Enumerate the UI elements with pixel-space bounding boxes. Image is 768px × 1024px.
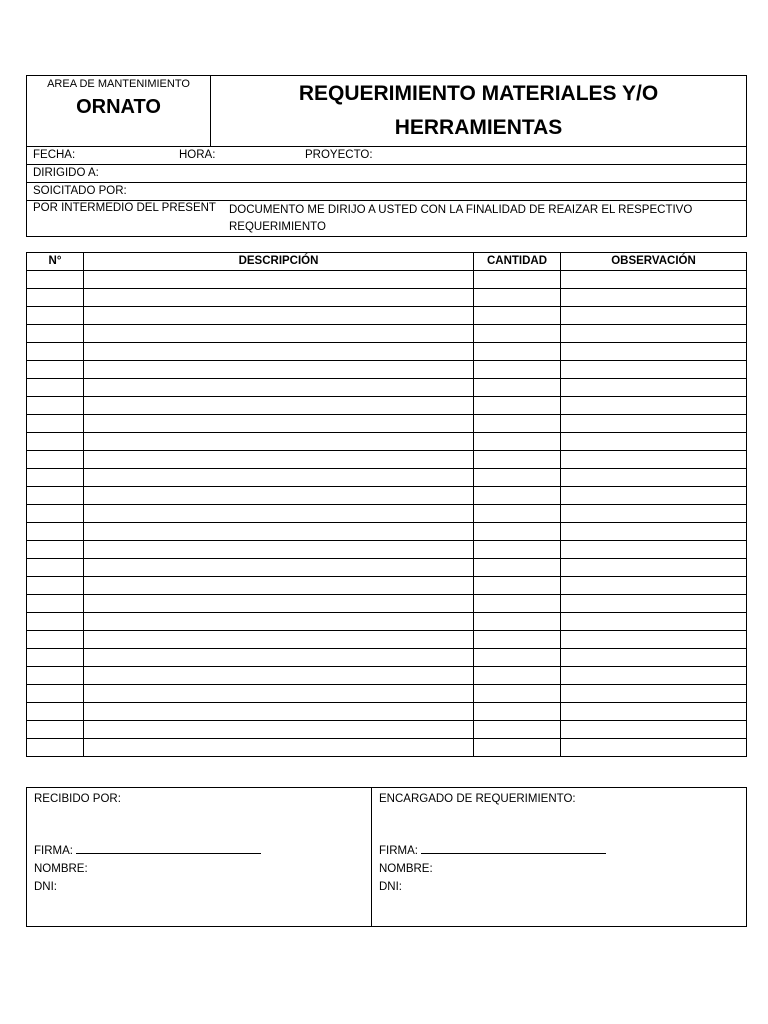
- dirigido-row[interactable]: [27, 165, 747, 183]
- description-cell[interactable]: [84, 415, 474, 433]
- observation-cell[interactable]: [561, 685, 747, 703]
- description-cell[interactable]: [84, 685, 474, 703]
- quantity-cell[interactable]: [474, 577, 561, 595]
- signature-block: [26, 787, 747, 927]
- nombre-label-right: NOMBRE:: [379, 863, 433, 875]
- intro-text-part1: POR INTERMEDIO DEL PRESENT: [33, 202, 216, 214]
- table-row: [27, 739, 747, 757]
- items-body: [27, 271, 747, 757]
- table-row: [27, 667, 747, 685]
- description-cell[interactable]: [84, 361, 474, 379]
- number-cell[interactable]: [27, 307, 84, 325]
- fecha-label: FECHA:: [33, 149, 76, 161]
- quantity-cell[interactable]: [474, 613, 561, 631]
- form-title-line2: HERRAMIENTAS: [394, 116, 563, 139]
- quantity-cell[interactable]: [474, 523, 561, 541]
- table-row: [27, 307, 747, 325]
- observation-cell[interactable]: [561, 649, 747, 667]
- observation-cell[interactable]: [561, 397, 747, 415]
- observation-cell[interactable]: [561, 559, 747, 577]
- observation-cell[interactable]: [561, 577, 747, 595]
- number-cell[interactable]: [27, 451, 84, 469]
- area-name: ORNATO: [76, 96, 161, 118]
- description-cell[interactable]: [84, 289, 474, 307]
- received-by-label: RECIBIDO POR:: [34, 793, 121, 805]
- dni-label-right: DNI:: [379, 881, 402, 893]
- table-row: [27, 703, 747, 721]
- observation-cell[interactable]: [561, 325, 747, 343]
- number-cell[interactable]: [27, 559, 84, 577]
- table-row: [27, 343, 747, 361]
- description-cell[interactable]: [84, 397, 474, 415]
- description-cell[interactable]: [84, 541, 474, 559]
- table-row: [27, 505, 747, 523]
- number-cell[interactable]: [27, 397, 84, 415]
- form-title-line1: REQUERIMIENTO MATERIALES Y/O: [298, 82, 659, 105]
- table-row: [27, 469, 747, 487]
- observation-cell[interactable]: [561, 379, 747, 397]
- form-header: [26, 75, 747, 237]
- table-row: [27, 487, 747, 505]
- description-cell[interactable]: [84, 559, 474, 577]
- dirigido-label: DIRIGIDO A:: [33, 167, 99, 179]
- number-cell[interactable]: [27, 271, 84, 289]
- quantity-cell[interactable]: [474, 595, 561, 613]
- number-cell[interactable]: [27, 433, 84, 451]
- firma-label-right: FIRMA:: [379, 845, 418, 857]
- quantity-cell[interactable]: [474, 361, 561, 379]
- intro-row: [27, 201, 747, 237]
- observation-cell[interactable]: [561, 667, 747, 685]
- observation-cell[interactable]: [561, 415, 747, 433]
- number-cell[interactable]: [27, 361, 84, 379]
- observation-cell[interactable]: [561, 739, 747, 757]
- observation-cell[interactable]: [561, 703, 747, 721]
- area-cell: [27, 76, 211, 147]
- quantity-cell[interactable]: [474, 631, 561, 649]
- number-cell[interactable]: [27, 505, 84, 523]
- quantity-cell[interactable]: [474, 685, 561, 703]
- number-cell[interactable]: [27, 577, 84, 595]
- description-cell[interactable]: [84, 307, 474, 325]
- title-cell: [211, 76, 747, 147]
- number-cell[interactable]: [27, 685, 84, 703]
- description-cell[interactable]: [84, 451, 474, 469]
- number-cell[interactable]: [27, 613, 84, 631]
- col-header-description: DESCRIPCIÓN: [84, 253, 474, 271]
- number-cell[interactable]: [27, 343, 84, 361]
- table-row: [27, 379, 747, 397]
- table-row: [27, 721, 747, 739]
- quantity-cell[interactable]: [474, 721, 561, 739]
- number-cell[interactable]: [27, 415, 84, 433]
- col-header-quantity: CANTIDAD: [474, 253, 561, 271]
- quantity-cell[interactable]: [474, 649, 561, 667]
- description-cell[interactable]: [84, 703, 474, 721]
- received-by-cell[interactable]: [27, 788, 372, 927]
- number-cell[interactable]: [27, 721, 84, 739]
- proyecto-label: PROYECTO:: [305, 149, 373, 161]
- observation-cell[interactable]: [561, 271, 747, 289]
- quantity-cell[interactable]: [474, 415, 561, 433]
- dni-label-left: DNI:: [34, 881, 57, 893]
- table-row: [27, 631, 747, 649]
- description-cell[interactable]: [84, 469, 474, 487]
- number-cell[interactable]: [27, 523, 84, 541]
- number-cell[interactable]: [27, 379, 84, 397]
- observation-cell[interactable]: [561, 721, 747, 739]
- description-cell[interactable]: [84, 379, 474, 397]
- table-row: [27, 559, 747, 577]
- description-cell[interactable]: [84, 595, 474, 613]
- intro-text-part2: DOCUMENTO ME DIRIJO A USTED CON LA FINALIDAD DE REAIZAR EL RESPECTIVO REQUERIMIENTO: [229, 204, 693, 233]
- description-cell[interactable]: [84, 631, 474, 649]
- table-row: [27, 361, 747, 379]
- number-cell[interactable]: [27, 595, 84, 613]
- quantity-cell[interactable]: [474, 703, 561, 721]
- nombre-label-left: NOMBRE:: [34, 863, 88, 875]
- observation-cell[interactable]: [561, 523, 747, 541]
- quantity-cell[interactable]: [474, 469, 561, 487]
- quantity-cell[interactable]: [474, 433, 561, 451]
- hora-label: HORA:: [179, 149, 216, 161]
- observation-cell[interactable]: [561, 361, 747, 379]
- firma-line-left[interactable]: [76, 841, 261, 854]
- number-cell[interactable]: [27, 325, 84, 343]
- observation-cell[interactable]: [561, 613, 747, 631]
- table-row: [27, 577, 747, 595]
- quantity-cell[interactable]: [474, 505, 561, 523]
- table-row: [27, 451, 747, 469]
- table-row: [27, 433, 747, 451]
- description-cell[interactable]: [84, 433, 474, 451]
- number-cell[interactable]: [27, 289, 84, 307]
- quantity-cell[interactable]: [474, 397, 561, 415]
- observation-cell[interactable]: [561, 433, 747, 451]
- solicitado-label: SOICITADO POR:: [33, 185, 127, 197]
- quantity-cell[interactable]: [474, 487, 561, 505]
- quantity-cell[interactable]: [474, 307, 561, 325]
- quantity-cell[interactable]: [474, 559, 561, 577]
- description-cell[interactable]: [84, 343, 474, 361]
- table-row: [27, 397, 747, 415]
- observation-cell[interactable]: [561, 487, 747, 505]
- description-cell[interactable]: [84, 739, 474, 757]
- area-label: AREA DE MANTENIMIENTO: [47, 78, 190, 90]
- number-cell[interactable]: [27, 703, 84, 721]
- quantity-cell[interactable]: [474, 271, 561, 289]
- table-row: [27, 415, 747, 433]
- description-cell[interactable]: [84, 505, 474, 523]
- table-row: [27, 271, 747, 289]
- number-cell[interactable]: [27, 487, 84, 505]
- items-header-row: [27, 253, 747, 271]
- firma-label-left: FIRMA:: [34, 845, 73, 857]
- number-cell[interactable]: [27, 541, 84, 559]
- description-cell[interactable]: [84, 577, 474, 595]
- number-cell[interactable]: [27, 469, 84, 487]
- observation-cell[interactable]: [561, 505, 747, 523]
- observation-cell[interactable]: [561, 595, 747, 613]
- observation-cell[interactable]: [561, 541, 747, 559]
- description-cell[interactable]: [84, 487, 474, 505]
- col-header-observation: OBSERVACIÓN: [561, 253, 747, 271]
- quantity-cell[interactable]: [474, 667, 561, 685]
- firma-line-right[interactable]: [421, 841, 606, 854]
- quantity-cell[interactable]: [474, 343, 561, 361]
- observation-cell[interactable]: [561, 307, 747, 325]
- observation-cell[interactable]: [561, 289, 747, 307]
- quantity-cell[interactable]: [474, 289, 561, 307]
- fecha-row[interactable]: [27, 147, 747, 165]
- table-row: [27, 613, 747, 631]
- observation-cell[interactable]: [561, 343, 747, 361]
- requirement-owner-cell[interactable]: [372, 788, 747, 927]
- table-row: [27, 289, 747, 307]
- table-row: [27, 595, 747, 613]
- description-cell[interactable]: [84, 271, 474, 289]
- items-table: [26, 252, 747, 757]
- col-header-number: N°: [27, 253, 84, 271]
- description-cell[interactable]: [84, 649, 474, 667]
- table-row: [27, 541, 747, 559]
- observation-cell[interactable]: [561, 631, 747, 649]
- description-cell[interactable]: [84, 523, 474, 541]
- table-row: [27, 325, 747, 343]
- table-row: [27, 649, 747, 667]
- description-cell[interactable]: [84, 325, 474, 343]
- quantity-cell[interactable]: [474, 541, 561, 559]
- observation-cell[interactable]: [561, 469, 747, 487]
- observation-cell[interactable]: [561, 451, 747, 469]
- number-cell[interactable]: [27, 631, 84, 649]
- table-row: [27, 523, 747, 541]
- quantity-cell[interactable]: [474, 325, 561, 343]
- description-cell[interactable]: [84, 667, 474, 685]
- quantity-cell[interactable]: [474, 451, 561, 469]
- description-cell[interactable]: [84, 721, 474, 739]
- number-cell[interactable]: [27, 667, 84, 685]
- number-cell[interactable]: [27, 649, 84, 667]
- table-row: [27, 685, 747, 703]
- quantity-cell[interactable]: [474, 379, 561, 397]
- solicitado-row[interactable]: [27, 183, 747, 201]
- description-cell[interactable]: [84, 613, 474, 631]
- quantity-cell[interactable]: [474, 739, 561, 757]
- requirement-owner-label: ENCARGADO DE REQUERIMIENTO:: [379, 793, 576, 805]
- number-cell[interactable]: [27, 739, 84, 757]
